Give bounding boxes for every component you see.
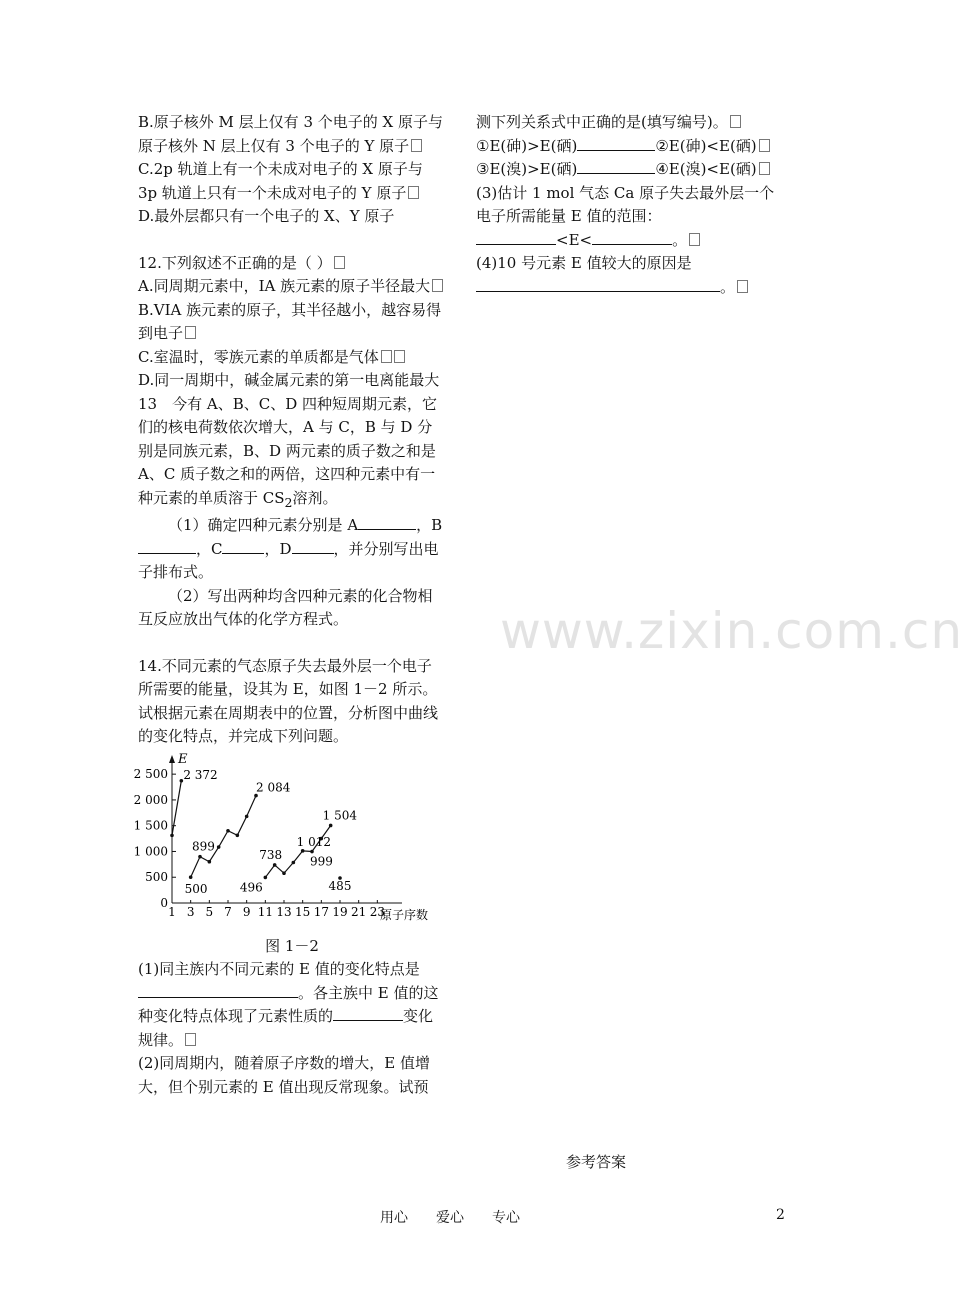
answer-blank[interactable] [222,538,264,554]
q14-sub3-range: <E< 。 [476,229,784,253]
q13-part1: （1）确定四种元素分别是 A ，B，C ，D ，并分别写出电子排布式。 [138,516,443,581]
series-line [191,795,256,877]
data-point [226,828,230,832]
q14-sub4: (4)10 号元素 E 值较大的原因是 [476,254,692,272]
q11-option-c: C.2p 轨道上有一个未成对电子的 X 原子与 3p 轨道上只有一个未成对电子的 Y 原子 [138,160,423,202]
data-label: 999 [310,854,333,869]
figure-caption: 图 1－2 [265,936,319,955]
y-tick-label: 1 000 [133,843,168,858]
q13-stem: 13 今有 A、B、C、D 四种短周期元素，它们的核电荷数依次增大，A 与 C，B 与 D 分别是同族元素，B、D 两元素的质子数之和是 A、C 质子数之和的两倍，这四种元素中有一种元素的单质溶于 $CS_2$溶剂。 [138,394,437,510]
data-label: 1 012 [296,834,332,849]
data-label: 738 [259,847,283,862]
ionization-energy-chart [133,751,446,941]
q12-option-a: A.同周期元素中，IA 族元素的原子半径最大 [138,275,446,299]
q12-option-c: C.室温时，零族元素的单质都是气体 [138,346,446,370]
x-tick-label: 19 [332,904,348,919]
answer-blank[interactable] [138,538,196,554]
answer-blank[interactable] [333,1005,403,1021]
q11-option-b: B.原子核外 M 层上仅有 3 个电子的 X 原子与原子核外 N 层上仅有 3 个电子的 Y 原子 [138,113,443,155]
data-point [170,833,174,837]
x-tick-label: 11 [257,904,273,919]
x-tick-label: 1 [168,904,176,919]
data-point [282,871,286,875]
y-tick-label: 2 500 [133,766,168,781]
q14-sub3: (3)估计 1 mol 气态 Ca 原子失去最外层一个电子所需能量 E 值的范围： [476,183,775,225]
data-point [198,854,202,858]
q12-option-b: B.VIA 族元素的原子，其半径越小，越容易得到电子 [138,300,442,342]
y-tick-label: 0 [160,895,168,910]
x-tick-label: 3 [186,904,195,919]
q14-options-row2: ③E(溴)>E(硒) ④E(溴)<E(硒) [476,158,784,182]
watermark: www.zixin.com.cn [500,602,963,660]
data-point [329,823,333,827]
data-label: 485 [328,878,352,893]
q13-part2: （2）写出两种均含四种元素的化合物相互反应放出气体的化学方程式。 [138,586,433,628]
data-label: 2 372 [183,767,218,782]
y-tick-label: 500 [145,869,168,884]
answer-blank[interactable] [292,538,334,554]
q11-option-d: D.最外层都只有一个电子的 X、Y 原子 [138,207,395,225]
x-tick-label: 13 [276,904,292,919]
y-axis-label: E [178,751,188,767]
answer-blank[interactable] [138,982,298,998]
data-point [264,875,268,879]
page-number: 2 [776,1207,785,1223]
y-tick-label: 2 000 [133,792,168,807]
right-column [476,111,784,299]
q14-sub2: (2)同周期内，随着原子序数的增大，E 值增大，但个别元素的 E 值出现反常现象。试预 [138,1054,430,1096]
y-axis-arrow [169,755,175,763]
q14-sub1: (1)同主族内不同元素的 E 值的变化特点是。各主族中 E 值的这种变化特点体现了元素性质的 变化规律。 [138,960,439,1049]
data-label: 496 [239,879,263,894]
x-tick-label: 9 [242,904,251,919]
data-point [208,859,212,863]
q12-option-d: D.同一周期中，碱金属元素的第一电离能最大 [138,371,440,389]
data-point [301,849,305,853]
q14-options-row1: ①E(砷)>E(硒) ②E(砷)<E(硒) [476,135,784,159]
q12-stem: 12.下列叙述不正确的是（ ） [138,252,446,276]
x-tick-label: 15 [295,904,311,919]
answer-blank[interactable] [476,229,556,245]
answer-blank[interactable] [358,514,416,530]
data-point [236,833,240,837]
x-tick-label: 7 [224,904,232,919]
x-tick-label: 23 [369,904,385,919]
q14-stem: 14.不同元素的气态原子失去最外层一个电子所需要的能量，设其为 E，如图 1－2 所示。试根据元素在周期表中的位置，分析图中曲线的变化特点，并完成下列问题。 [138,656,439,745]
q14-sub2-cont: 测下列关系式中正确的是(填写编号)。 [476,111,784,135]
data-label: 899 [192,839,215,854]
answer-blank[interactable] [577,135,655,151]
data-label: 500 [184,881,208,896]
chart-svg [133,751,446,923]
answer-blank[interactable] [592,229,672,245]
x-tick-label: 5 [205,904,214,919]
answer-blank[interactable] [577,158,655,174]
data-label: 1 504 [322,807,358,822]
answer-blank[interactable] [476,276,720,292]
q14-sub4-blank: 。 [476,276,784,300]
series-line [172,780,181,835]
x-tick-label: 17 [313,904,329,919]
data-label: 2 084 [256,780,291,795]
data-point [292,860,296,864]
data-point [217,845,221,849]
footer-slogan: 用心 爱心 专心 [380,1210,520,1226]
x-tick-label: 21 [351,904,367,919]
y-tick-label: 1 500 [133,818,168,833]
data-point [273,863,277,867]
x-axis-label: 原子序数 [379,907,428,922]
data-point [189,875,193,879]
left-column [133,111,446,1099]
data-point [310,849,314,853]
data-point [245,814,249,818]
answer-heading: 参考答案 [566,1153,627,1171]
